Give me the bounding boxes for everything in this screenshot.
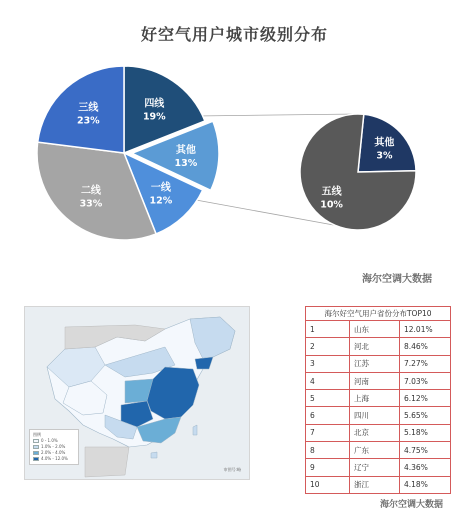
table-cell-pct: 12.01% [400,321,451,338]
table-cell-pct: 4.18% [400,476,451,493]
map-legend-item [33,456,75,462]
table-cell-prov: 上海 [350,390,400,407]
map-neighbor-south [85,447,129,477]
table-cell-pct: 6.12% [400,390,451,407]
table-cell-prov: 河北 [350,338,400,355]
table-cell-rank: 5 [306,390,350,407]
table-cell-pct: 4.36% [400,459,451,476]
table-cell-rank: 8 [306,442,350,459]
table-cell-rank: 10 [306,476,350,493]
pie0-slice-value-4: 23% [76,115,100,127]
table-cell-prov: 浙江 [350,476,400,493]
connector-line-top [196,114,358,116]
table-cell-rank: 9 [306,459,350,476]
table-cell-pct: 4.75% [400,442,451,459]
map-legend [29,429,79,465]
china-map [24,306,250,480]
table-cell-prov: 山东 [350,321,400,338]
table-cell-prov: 四川 [350,407,400,424]
map-legend-swatch [33,445,39,449]
pie0-slice-label-1: 其他 [175,144,196,156]
table-cell-pct: 5.18% [400,424,451,441]
map-legend-label: 0 - 1.0% [41,438,58,443]
watermark-bottom: 海尔空调大数据 [380,500,444,510]
table-row [306,321,451,338]
pie0-slice-label-3: 二线 [80,185,101,197]
pie1-slice-value-1: 10% [320,199,343,211]
table-cell-prov: 北京 [350,424,400,441]
table-cell-pct: 5.65% [400,407,451,424]
map-region-hainan [151,452,157,458]
pie0-slice-value-3: 33% [79,198,103,210]
table-cell-prov: 辽宁 [350,459,400,476]
table-row [306,407,451,424]
map-legend-title: 图例 [33,432,41,437]
table-cell-prov: 河南 [350,372,400,389]
pie-chart-area [0,60,469,260]
chart-title: 好空气用户城市级别分布 [140,25,328,44]
table-row [306,442,451,459]
table-cell-pct: 7.03% [400,372,451,389]
table-cell-rank: 2 [306,338,350,355]
table-row [306,424,451,441]
pie0-slice-label-0: 四线 [144,98,165,110]
table-row [306,338,451,355]
pie1-slice-value-0: 3% [376,150,393,162]
table-cell-rank: 6 [306,407,350,424]
table-row [306,355,451,372]
pie0-slice-value-2: 12% [149,195,173,207]
pie1-slice-label-0: 其他 [374,137,395,149]
map-legend-swatch [33,439,39,443]
table-cell-pct: 8.46% [400,338,451,355]
table-cell-rank: 1 [306,321,350,338]
watermark-top: 海尔空调大数据 [362,274,432,285]
table-row [306,459,451,476]
map-region-taiwan [193,425,197,435]
pie0-slice-value-1: 13% [174,157,198,169]
pie1-slice-label-1: 五线 [321,186,342,198]
table-cell-rank: 7 [306,424,350,441]
map-legend-label: 4.0% - 12.0% [41,456,68,461]
pie0-slice-value-0: 19% [142,111,166,123]
table-cell-rank: 3 [306,355,350,372]
pie0-slice-label-4: 三线 [78,102,99,114]
table-cell-pct: 7.27% [400,355,451,372]
pie0-slice-label-2: 一线 [150,182,171,194]
table-cell-rank: 4 [306,372,350,389]
map-legend-label: 1.0% - 2.0% [41,444,66,449]
table-title: 海尔好空气用户省份分布TOP10 [305,306,451,320]
province-table [305,306,451,494]
table-row [306,372,451,389]
map-credit: 审图号:略 [223,467,241,472]
map-legend-swatch [33,457,39,461]
map-legend-label: 2.0% - 4.0% [41,450,66,455]
table-cell-prov: 江苏 [350,355,400,372]
table-row [306,476,451,493]
map-legend-swatch [33,451,39,455]
table-row [306,390,451,407]
table-cell-prov: 广东 [350,442,400,459]
